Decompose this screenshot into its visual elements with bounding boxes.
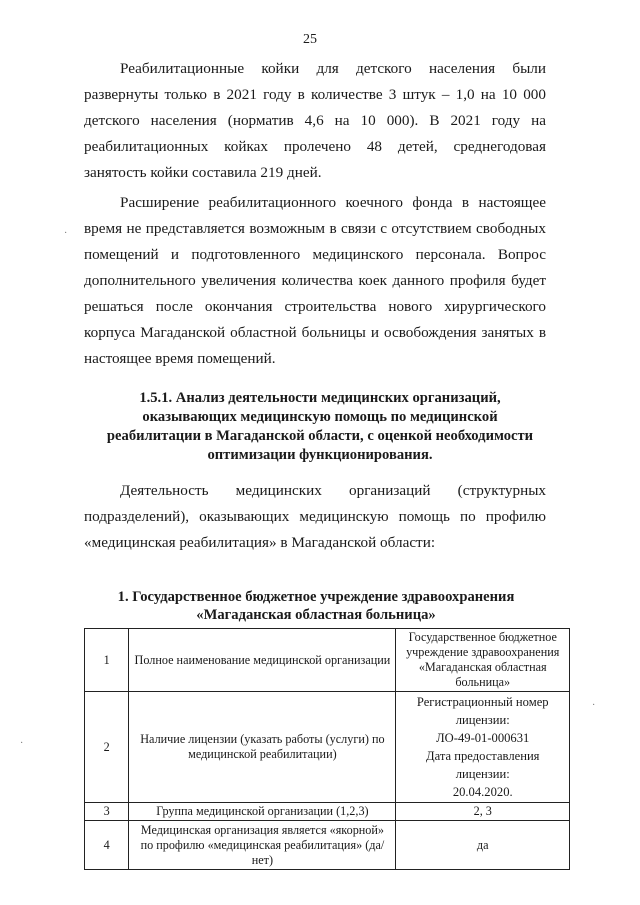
table-row — [85, 821, 570, 870]
paragraph-rehab-beds: Реабилитационные койки для детского населения были развернуты только в 2021 году в количестве 3 штук – 1,0 на 10 000 детского населения (норматив 4,6 на 10 000). В 2021 году на реабилитационных койках пролечено 48 детей, среднегодовая занятость койки составила 219 дней. — [84, 60, 546, 181]
row-label: Наличие лицензии (указать работы (услуги) по медицинской реабилитации) — [129, 692, 396, 803]
row-number: 1 — [85, 629, 129, 692]
row-value: да — [396, 821, 570, 870]
row-number: 3 — [85, 803, 129, 821]
row-value: Регистрационный номер лицензии: ЛО-49-01-000631 Дата предоставления лицензии: 20.04.2020. — [396, 692, 570, 803]
table-row — [85, 629, 570, 692]
paragraph-activity: Деятельность медицинских организаций (структурных подразделений), оказывающих медицинскую помощь по профилю «медицинская реабилитация» в Магаданской области: — [84, 482, 546, 551]
scan-speck: · — [592, 700, 596, 711]
page-number: 25 — [303, 32, 317, 47]
row-label: Медицинская организация является «якорной» по профилю «медицинская реабилитация» (да/нет) — [129, 821, 396, 870]
row-number: 2 — [85, 692, 129, 803]
scan-speck: · — [20, 738, 24, 749]
row-label: Полное наименование медицинской организации — [129, 629, 396, 692]
row-label: Группа медицинской организации (1,2,3) — [129, 803, 396, 821]
row-value: 2, 3 — [396, 803, 570, 821]
section-heading-1-5-1: 1.5.1. Анализ деятельности медицинских организаций, оказывающих медицинскую помощь по медицинской реабилитации в Магаданской области, с оценкой необходимости оптимизации функционирования. — [106, 390, 534, 463]
paragraph-bed-fund-expansion: Расширение реабилитационного коечного фонда в настоящее время не представляется возможным в связи с отсутствием свободных помещений и подготовленного медицинского персонала. Вопрос дополнительного увеличения количества коек данного профиля будет решаться после окончания строительства нового хирургического корпуса Магаданской областной больницы и освобождения занятых в настоящее время помещений. — [84, 194, 546, 367]
table-row — [85, 803, 570, 821]
scan-speck: · — [64, 228, 68, 239]
organization-info-table — [84, 628, 570, 870]
org-heading: 1. Государственное бюджетное учреждение здравоохранения «Магаданская областная больница» — [117, 589, 515, 623]
table-row — [85, 692, 570, 803]
row-number: 4 — [85, 821, 129, 870]
row-value: Государственное бюджетное учреждение здравоохранения «Магаданская областная больница» — [396, 629, 570, 692]
